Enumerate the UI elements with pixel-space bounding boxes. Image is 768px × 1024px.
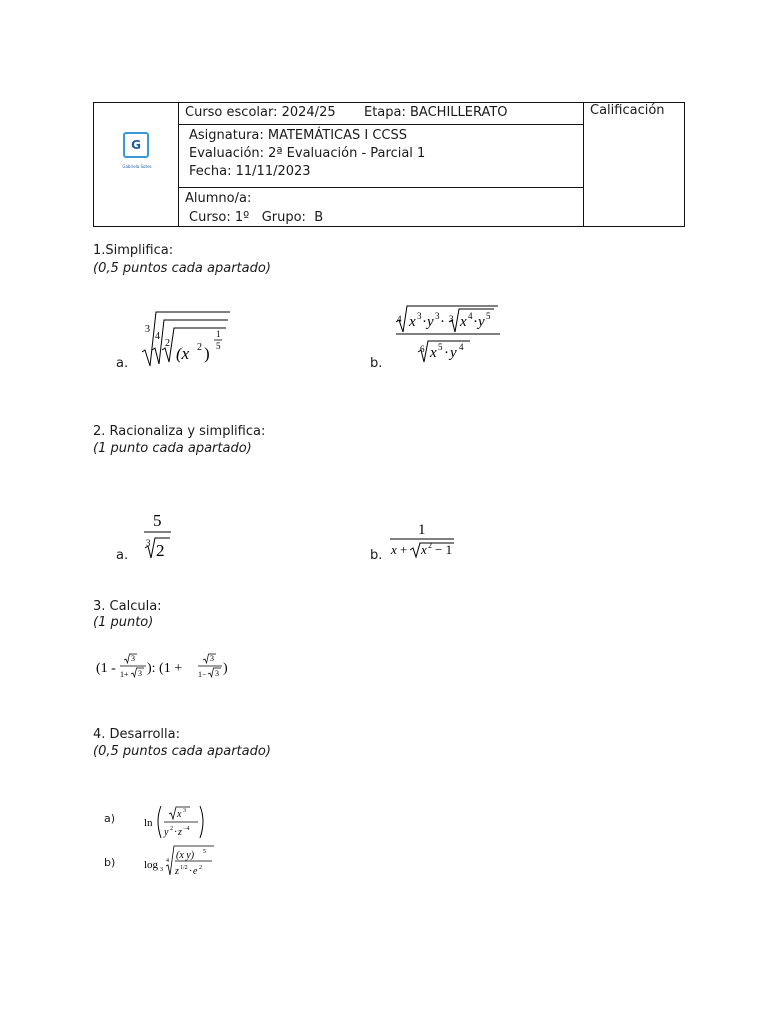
svg-text:): (1 +: ): (1 + (147, 661, 183, 676)
q4-title: 4. Desarrolla: (93, 727, 180, 742)
svg-text:3: 3 (435, 311, 440, 321)
curso-escolar: Curso escolar: 2024/25 (185, 105, 336, 120)
svg-text:2: 2 (165, 338, 170, 349)
svg-text:− 1: − 1 (435, 542, 453, 557)
svg-text:5: 5 (486, 311, 491, 321)
q2a-label: a. (116, 548, 129, 563)
svg-text:5: 5 (216, 341, 221, 351)
svg-text:4: 4 (155, 331, 160, 342)
svg-text:+: + (400, 542, 408, 557)
q4-points: (0,5 puntos cada apartado) (93, 744, 271, 759)
svg-text:3: 3 (417, 311, 422, 321)
svg-text:x: x (460, 314, 467, 330)
svg-text:3: 3 (160, 867, 163, 873)
svg-text:2: 2 (197, 342, 202, 353)
svg-text:2: 2 (199, 865, 202, 871)
q4b-label: b) (104, 856, 116, 869)
svg-text:·: · (473, 314, 478, 330)
q1b-formula (394, 300, 504, 364)
svg-text:1+: 1+ (120, 670, 129, 679)
svg-text:1: 1 (216, 329, 221, 339)
header-divider (583, 103, 584, 226)
svg-text:2: 2 (428, 541, 432, 550)
svg-text:·: · (189, 866, 193, 877)
svg-text:5: 5 (438, 342, 443, 352)
logo-caption: Gabriela Sotes (122, 164, 152, 169)
svg-text:x: x (177, 809, 182, 820)
svg-text:6: 6 (420, 344, 425, 354)
svg-text:z: z (175, 866, 179, 877)
svg-text:·: · (444, 345, 449, 361)
q4a-formula (142, 802, 214, 842)
svg-text:e: e (193, 866, 198, 877)
svg-text:x: x (391, 542, 397, 557)
svg-text:·: · (174, 827, 178, 838)
svg-text:4: 4 (397, 314, 402, 324)
header-divider (178, 103, 179, 226)
svg-text:3: 3 (131, 654, 135, 663)
svg-text:z: z (178, 827, 182, 838)
svg-text:3: 3 (145, 324, 150, 335)
school-logo (121, 132, 153, 174)
svg-text:4: 4 (166, 858, 169, 864)
svg-text:·: · (422, 314, 427, 330)
svg-text:log: log (144, 859, 159, 871)
q1a-formula (140, 306, 240, 368)
curso-grupo: Curso: 1º Grupo: B (189, 210, 324, 225)
q3-points: (1 punto) (93, 615, 154, 630)
svg-text:y: y (164, 827, 169, 838)
svg-text:3: 3 (449, 314, 454, 324)
svg-text:2: 2 (170, 826, 173, 832)
logo-mark: G (123, 132, 149, 158)
svg-text:): ) (223, 661, 228, 676)
q4b-formula (142, 842, 218, 882)
svg-text:): ) (204, 344, 210, 363)
q1a-label: a. (116, 356, 129, 371)
q2-points: (1 punto cada apartado) (93, 441, 252, 456)
calificacion-label: Calificación (590, 103, 665, 118)
q2-title: 2. Racionaliza y simplifica: (93, 424, 266, 439)
svg-text:1: 1 (418, 522, 426, 538)
header-divider (178, 187, 583, 188)
q2a-formula (143, 508, 175, 562)
svg-text:x: x (430, 345, 437, 361)
etapa: Etapa: BACHILLERATO (364, 105, 508, 120)
q3-formula (96, 652, 230, 682)
q1b-label: b. (370, 356, 383, 371)
svg-text:(x: (x (176, 344, 190, 363)
svg-text:·: · (440, 314, 445, 330)
q1-points: (0,5 puntos cada apartado) (93, 261, 271, 276)
svg-text:4: 4 (459, 342, 464, 352)
svg-text:x: x (421, 542, 427, 557)
svg-text:4: 4 (468, 311, 473, 321)
q2b-formula (388, 517, 458, 561)
svg-text:2: 2 (156, 541, 165, 560)
alumno-field: Alumno/a: (185, 191, 252, 206)
svg-text:5: 5 (203, 849, 206, 855)
svg-text:x: x (409, 314, 416, 330)
svg-text:5: 5 (153, 511, 162, 530)
header-divider (178, 124, 583, 125)
asignatura: Asignatura: MATEMÁTICAS I CCSS (189, 128, 408, 143)
evaluacion: Evaluación: 2ª Evaluación - Parcial 1 (189, 146, 426, 161)
q2b-label: b. (370, 548, 383, 563)
header-table (93, 102, 685, 227)
svg-text:3: 3 (210, 654, 214, 663)
svg-text:(x y): (x y) (176, 850, 195, 861)
q3-title: 3. Calcula: (93, 599, 162, 614)
fecha: Fecha: 11/11/2023 (189, 164, 311, 179)
svg-text:3: 3 (138, 669, 142, 678)
svg-text:1/2: 1/2 (180, 865, 188, 871)
svg-text:y: y (427, 314, 434, 330)
svg-text:1−: 1− (198, 670, 207, 679)
q1-title: 1.Simplifica: (93, 243, 174, 258)
svg-text:y: y (450, 345, 457, 361)
svg-text:3: 3 (215, 669, 219, 678)
svg-text:−4: −4 (183, 826, 190, 832)
svg-text:ln: ln (144, 817, 153, 829)
svg-text:y: y (478, 314, 485, 330)
svg-text:3: 3 (146, 538, 151, 548)
svg-text:(1 -: (1 - (96, 661, 116, 676)
q4a-label: a) (104, 812, 116, 825)
svg-text:3: 3 (183, 808, 186, 814)
